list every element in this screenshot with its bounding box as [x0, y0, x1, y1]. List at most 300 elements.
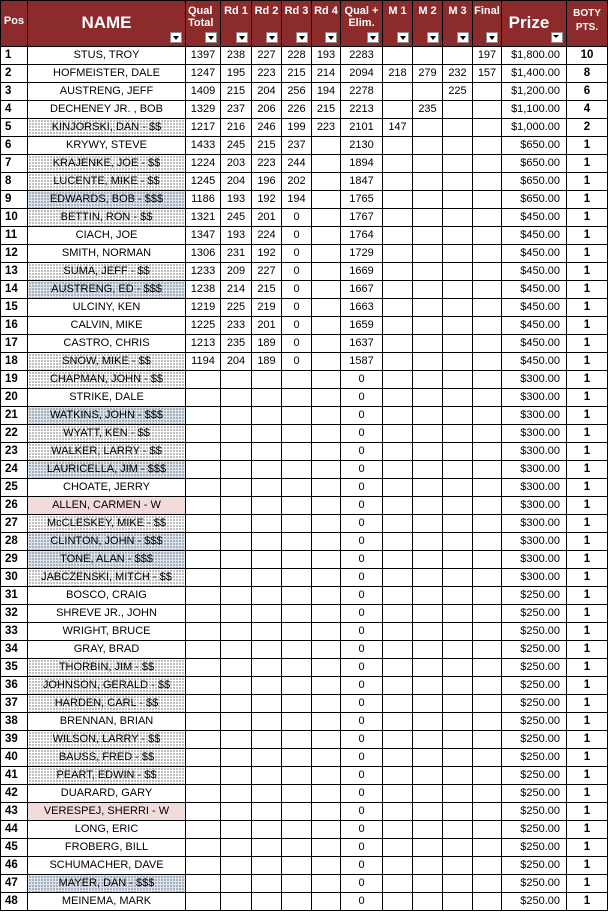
cell-m3[interactable] — [443, 785, 473, 803]
cell-prize[interactable]: $300.00 — [502, 479, 567, 497]
cell-boty-pts[interactable]: 1 — [567, 317, 608, 335]
cell-m2[interactable] — [413, 353, 443, 371]
cell-prize[interactable]: $250.00 — [502, 821, 567, 839]
cell-qual-elim[interactable]: 0 — [341, 713, 383, 731]
cell-m1[interactable] — [383, 515, 413, 533]
cell-rd2[interactable] — [252, 479, 282, 497]
cell-prize[interactable]: $300.00 — [502, 389, 567, 407]
cell-qual-total[interactable]: 1329 — [186, 101, 221, 119]
cell-name[interactable]: WRIGHT, BRUCE — [28, 623, 186, 641]
cell-m1[interactable] — [383, 389, 413, 407]
cell-qual-total[interactable] — [186, 875, 221, 893]
cell-m2[interactable] — [413, 605, 443, 623]
cell-prize[interactable]: $450.00 — [502, 281, 567, 299]
cell-final[interactable] — [473, 461, 502, 479]
cell-name[interactable]: LONG, ERIC — [28, 821, 186, 839]
cell-qual-elim[interactable]: 2213 — [341, 101, 383, 119]
cell-prize[interactable]: $300.00 — [502, 425, 567, 443]
cell-rd4[interactable] — [312, 371, 341, 389]
cell-qual-elim[interactable]: 0 — [341, 389, 383, 407]
cell-m3[interactable] — [443, 587, 473, 605]
filter-dropdown-icon[interactable] — [236, 32, 248, 43]
cell-qual-elim[interactable]: 0 — [341, 551, 383, 569]
cell-boty-pts[interactable]: 1 — [567, 677, 608, 695]
cell-pos[interactable]: 1 — [1, 47, 28, 65]
cell-prize[interactable]: $1,800.00 — [502, 47, 567, 65]
cell-rd3[interactable]: 194 — [282, 191, 312, 209]
cell-rd2[interactable]: 192 — [252, 191, 282, 209]
cell-name[interactable]: PEART, EDWIN - $$ — [28, 767, 186, 785]
cell-prize[interactable]: $300.00 — [502, 461, 567, 479]
cell-prize[interactable]: $250.00 — [502, 767, 567, 785]
cell-pos[interactable]: 26 — [1, 497, 28, 515]
cell-final[interactable] — [473, 371, 502, 389]
cell-rd4[interactable] — [312, 299, 341, 317]
cell-qual-elim[interactable]: 0 — [341, 857, 383, 875]
cell-m2[interactable] — [413, 83, 443, 101]
cell-boty-pts[interactable]: 1 — [567, 461, 608, 479]
cell-final[interactable] — [473, 803, 502, 821]
cell-name[interactable]: VERESPEJ, SHERRI - W — [28, 803, 186, 821]
cell-m2[interactable] — [413, 245, 443, 263]
cell-pos[interactable]: 20 — [1, 389, 28, 407]
cell-qual-total[interactable] — [186, 461, 221, 479]
cell-qual-elim[interactable]: 2278 — [341, 83, 383, 101]
cell-qual-total[interactable]: 1186 — [186, 191, 221, 209]
cell-rd3[interactable] — [282, 839, 312, 857]
cell-rd3[interactable] — [282, 677, 312, 695]
cell-qual-total[interactable]: 1409 — [186, 83, 221, 101]
cell-qual-elim[interactable]: 0 — [341, 587, 383, 605]
cell-rd3[interactable]: 199 — [282, 119, 312, 137]
cell-m2[interactable] — [413, 731, 443, 749]
cell-m2[interactable] — [413, 569, 443, 587]
filter-dropdown-icon[interactable] — [205, 32, 217, 43]
cell-pos[interactable]: 37 — [1, 695, 28, 713]
cell-name[interactable]: SUMA, JEFF - $$ — [28, 263, 186, 281]
cell-m1[interactable] — [383, 569, 413, 587]
cell-rd4[interactable] — [312, 713, 341, 731]
cell-rd3[interactable] — [282, 713, 312, 731]
cell-pos[interactable]: 42 — [1, 785, 28, 803]
cell-boty-pts[interactable]: 1 — [567, 209, 608, 227]
cell-final[interactable] — [473, 281, 502, 299]
cell-pos[interactable]: 33 — [1, 623, 28, 641]
cell-prize[interactable]: $250.00 — [502, 677, 567, 695]
cell-boty-pts[interactable]: 1 — [567, 155, 608, 173]
cell-m2[interactable] — [413, 443, 443, 461]
cell-rd4[interactable] — [312, 659, 341, 677]
cell-qual-total[interactable]: 1321 — [186, 209, 221, 227]
cell-qual-total[interactable] — [186, 443, 221, 461]
cell-name[interactable]: BRENNAN, BRIAN — [28, 713, 186, 731]
cell-m3[interactable] — [443, 803, 473, 821]
cell-prize[interactable]: $450.00 — [502, 335, 567, 353]
cell-pos[interactable]: 17 — [1, 335, 28, 353]
cell-final[interactable] — [473, 173, 502, 191]
cell-final[interactable] — [473, 299, 502, 317]
cell-m2[interactable] — [413, 839, 443, 857]
cell-rd4[interactable] — [312, 839, 341, 857]
cell-m2[interactable] — [413, 281, 443, 299]
cell-m1[interactable] — [383, 227, 413, 245]
cell-rd1[interactable] — [221, 749, 252, 767]
cell-rd1[interactable]: 216 — [221, 119, 252, 137]
cell-rd4[interactable] — [312, 749, 341, 767]
cell-final[interactable] — [473, 515, 502, 533]
cell-final[interactable] — [473, 83, 502, 101]
cell-qual-elim[interactable]: 0 — [341, 875, 383, 893]
cell-rd1[interactable] — [221, 785, 252, 803]
cell-qual-total[interactable]: 1225 — [186, 317, 221, 335]
cell-rd3[interactable] — [282, 749, 312, 767]
cell-boty-pts[interactable]: 10 — [567, 47, 608, 65]
cell-m1[interactable] — [383, 137, 413, 155]
cell-name[interactable]: DUARARD, GARY — [28, 785, 186, 803]
cell-m1[interactable] — [383, 641, 413, 659]
cell-m3[interactable] — [443, 425, 473, 443]
cell-m3[interactable] — [443, 515, 473, 533]
cell-m1[interactable] — [383, 821, 413, 839]
cell-rd3[interactable] — [282, 515, 312, 533]
cell-final[interactable] — [473, 443, 502, 461]
cell-m1[interactable] — [383, 893, 413, 911]
cell-rd1[interactable] — [221, 623, 252, 641]
cell-pos[interactable]: 5 — [1, 119, 28, 137]
cell-m2[interactable] — [413, 335, 443, 353]
cell-pos[interactable]: 22 — [1, 425, 28, 443]
cell-pos[interactable]: 25 — [1, 479, 28, 497]
filter-dropdown-icon[interactable] — [325, 32, 337, 43]
cell-qual-elim[interactable]: 0 — [341, 695, 383, 713]
cell-name[interactable]: WALKER, LARRY - $$ — [28, 443, 186, 461]
cell-rd2[interactable] — [252, 875, 282, 893]
cell-rd1[interactable]: 235 — [221, 335, 252, 353]
cell-m2[interactable] — [413, 425, 443, 443]
cell-qual-total[interactable] — [186, 605, 221, 623]
cell-final[interactable] — [473, 785, 502, 803]
cell-prize[interactable]: $450.00 — [502, 245, 567, 263]
cell-m1[interactable] — [383, 281, 413, 299]
cell-qual-elim[interactable]: 0 — [341, 785, 383, 803]
cell-rd1[interactable] — [221, 461, 252, 479]
cell-pos[interactable]: 47 — [1, 875, 28, 893]
cell-rd1[interactable] — [221, 479, 252, 497]
cell-rd4[interactable] — [312, 173, 341, 191]
cell-rd1[interactable] — [221, 821, 252, 839]
cell-rd2[interactable]: 201 — [252, 317, 282, 335]
cell-name[interactable]: DECHENEY JR. , BOB — [28, 101, 186, 119]
cell-rd3[interactable]: 0 — [282, 209, 312, 227]
cell-boty-pts[interactable]: 1 — [567, 425, 608, 443]
cell-pos[interactable]: 39 — [1, 731, 28, 749]
cell-m3[interactable] — [443, 317, 473, 335]
cell-m1[interactable] — [383, 803, 413, 821]
cell-final[interactable] — [473, 209, 502, 227]
cell-m3[interactable] — [443, 875, 473, 893]
cell-name[interactable]: EDWARDS, BOB - $$$ — [28, 191, 186, 209]
cell-m2[interactable] — [413, 173, 443, 191]
cell-m2[interactable] — [413, 677, 443, 695]
cell-qual-total[interactable] — [186, 551, 221, 569]
cell-qual-elim[interactable]: 0 — [341, 497, 383, 515]
cell-m1[interactable] — [383, 461, 413, 479]
cell-pos[interactable]: 11 — [1, 227, 28, 245]
cell-rd4[interactable] — [312, 785, 341, 803]
cell-pos[interactable]: 9 — [1, 191, 28, 209]
cell-boty-pts[interactable]: 1 — [567, 533, 608, 551]
cell-rd1[interactable]: 237 — [221, 101, 252, 119]
cell-m1[interactable] — [383, 83, 413, 101]
cell-pos[interactable]: 43 — [1, 803, 28, 821]
cell-prize[interactable]: $250.00 — [502, 839, 567, 857]
cell-qual-total[interactable] — [186, 515, 221, 533]
cell-qual-total[interactable] — [186, 479, 221, 497]
cell-name[interactable]: AUSTRENG, JEFF — [28, 83, 186, 101]
cell-rd3[interactable]: 0 — [282, 281, 312, 299]
cell-name[interactable]: McCLESKEY, MIKE - $$ — [28, 515, 186, 533]
cell-name[interactable]: BAUSS, FRED - $$ — [28, 749, 186, 767]
cell-rd4[interactable] — [312, 677, 341, 695]
cell-rd2[interactable]: 215 — [252, 137, 282, 155]
cell-m2[interactable] — [413, 317, 443, 335]
cell-rd1[interactable] — [221, 893, 252, 911]
cell-rd3[interactable]: 0 — [282, 245, 312, 263]
cell-qual-elim[interactable]: 1659 — [341, 317, 383, 335]
cell-prize[interactable]: $250.00 — [502, 623, 567, 641]
cell-rd1[interactable] — [221, 695, 252, 713]
cell-boty-pts[interactable]: 1 — [567, 353, 608, 371]
cell-rd3[interactable]: 0 — [282, 227, 312, 245]
cell-pos[interactable]: 36 — [1, 677, 28, 695]
cell-rd2[interactable] — [252, 533, 282, 551]
cell-name[interactable]: CIACH, JOE — [28, 227, 186, 245]
cell-rd1[interactable]: 195 — [221, 65, 252, 83]
cell-pos[interactable]: 6 — [1, 137, 28, 155]
cell-m1[interactable] — [383, 713, 413, 731]
cell-rd3[interactable] — [282, 695, 312, 713]
cell-qual-elim[interactable]: 0 — [341, 479, 383, 497]
cell-m1[interactable] — [383, 407, 413, 425]
cell-rd1[interactable] — [221, 857, 252, 875]
cell-name[interactable]: CLINTON, JOHN - $$$ — [28, 533, 186, 551]
cell-m1[interactable] — [383, 839, 413, 857]
cell-rd2[interactable]: 246 — [252, 119, 282, 137]
cell-qual-elim[interactable]: 1587 — [341, 353, 383, 371]
cell-pos[interactable]: 18 — [1, 353, 28, 371]
cell-prize[interactable]: $300.00 — [502, 551, 567, 569]
cell-m2[interactable] — [413, 389, 443, 407]
cell-rd2[interactable] — [252, 587, 282, 605]
cell-rd3[interactable] — [282, 551, 312, 569]
cell-prize[interactable]: $1,000.00 — [502, 119, 567, 137]
cell-pos[interactable]: 7 — [1, 155, 28, 173]
cell-rd1[interactable]: 193 — [221, 227, 252, 245]
cell-m1[interactable] — [383, 263, 413, 281]
cell-qual-total[interactable] — [186, 785, 221, 803]
cell-m3[interactable] — [443, 371, 473, 389]
cell-rd1[interactable] — [221, 497, 252, 515]
cell-m1[interactable] — [383, 191, 413, 209]
cell-rd3[interactable] — [282, 731, 312, 749]
cell-rd2[interactable] — [252, 749, 282, 767]
cell-rd3[interactable] — [282, 785, 312, 803]
cell-m3[interactable] — [443, 191, 473, 209]
cell-boty-pts[interactable]: 1 — [567, 551, 608, 569]
cell-final[interactable] — [473, 605, 502, 623]
cell-rd2[interactable] — [252, 623, 282, 641]
cell-boty-pts[interactable]: 2 — [567, 119, 608, 137]
cell-m3[interactable] — [443, 659, 473, 677]
cell-rd1[interactable] — [221, 425, 252, 443]
cell-rd3[interactable]: 0 — [282, 317, 312, 335]
cell-rd2[interactable] — [252, 893, 282, 911]
cell-pos[interactable]: 35 — [1, 659, 28, 677]
cell-pos[interactable]: 3 — [1, 83, 28, 101]
cell-qual-total[interactable] — [186, 695, 221, 713]
cell-rd2[interactable]: 192 — [252, 245, 282, 263]
cell-rd3[interactable] — [282, 389, 312, 407]
cell-rd4[interactable]: 215 — [312, 101, 341, 119]
cell-qual-total[interactable]: 1219 — [186, 299, 221, 317]
cell-qual-total[interactable]: 1217 — [186, 119, 221, 137]
cell-prize[interactable]: $450.00 — [502, 299, 567, 317]
cell-m3[interactable] — [443, 821, 473, 839]
cell-qual-total[interactable]: 1397 — [186, 47, 221, 65]
cell-rd2[interactable] — [252, 641, 282, 659]
cell-prize[interactable]: $250.00 — [502, 803, 567, 821]
cell-rd3[interactable] — [282, 587, 312, 605]
cell-rd2[interactable] — [252, 461, 282, 479]
cell-rd3[interactable]: 226 — [282, 101, 312, 119]
cell-name[interactable]: LUCENTE, MIKE - $$ — [28, 173, 186, 191]
cell-prize[interactable]: $450.00 — [502, 353, 567, 371]
filter-dropdown-icon[interactable] — [296, 32, 308, 43]
cell-name[interactable]: ULCINY, KEN — [28, 299, 186, 317]
cell-m3[interactable]: 225 — [443, 83, 473, 101]
cell-prize[interactable]: $300.00 — [502, 533, 567, 551]
cell-m2[interactable] — [413, 299, 443, 317]
cell-rd3[interactable]: 244 — [282, 155, 312, 173]
cell-m1[interactable] — [383, 443, 413, 461]
cell-boty-pts[interactable]: 1 — [567, 227, 608, 245]
cell-m2[interactable] — [413, 119, 443, 137]
cell-rd4[interactable] — [312, 461, 341, 479]
cell-final[interactable] — [473, 119, 502, 137]
cell-prize[interactable]: $450.00 — [502, 263, 567, 281]
cell-qual-elim[interactable]: 0 — [341, 677, 383, 695]
cell-rd2[interactable] — [252, 407, 282, 425]
cell-rd2[interactable]: 224 — [252, 227, 282, 245]
sort-descending-icon[interactable] — [551, 32, 563, 43]
cell-m3[interactable] — [443, 623, 473, 641]
cell-final[interactable] — [473, 857, 502, 875]
cell-final[interactable] — [473, 821, 502, 839]
cell-rd2[interactable]: 223 — [252, 155, 282, 173]
cell-rd4[interactable] — [312, 605, 341, 623]
cell-final[interactable] — [473, 191, 502, 209]
cell-prize[interactable]: $650.00 — [502, 191, 567, 209]
cell-rd1[interactable]: 231 — [221, 245, 252, 263]
cell-m3[interactable] — [443, 461, 473, 479]
cell-name[interactable]: ALLEN, CARMEN - W — [28, 497, 186, 515]
cell-final[interactable] — [473, 677, 502, 695]
cell-rd4[interactable] — [312, 155, 341, 173]
cell-m3[interactable] — [443, 119, 473, 137]
cell-prize[interactable]: $450.00 — [502, 317, 567, 335]
cell-m3[interactable] — [443, 731, 473, 749]
cell-m2[interactable] — [413, 821, 443, 839]
cell-m2[interactable] — [413, 641, 443, 659]
cell-qual-total[interactable] — [186, 641, 221, 659]
cell-name[interactable]: WYATT, KEN - $$ — [28, 425, 186, 443]
cell-name[interactable]: STRIKE, DALE — [28, 389, 186, 407]
cell-boty-pts[interactable]: 1 — [567, 299, 608, 317]
cell-rd2[interactable]: 189 — [252, 353, 282, 371]
cell-qual-total[interactable] — [186, 533, 221, 551]
cell-qual-total[interactable] — [186, 749, 221, 767]
cell-boty-pts[interactable]: 6 — [567, 83, 608, 101]
cell-rd4[interactable] — [312, 695, 341, 713]
cell-m3[interactable] — [443, 263, 473, 281]
cell-m3[interactable] — [443, 641, 473, 659]
cell-boty-pts[interactable]: 1 — [567, 137, 608, 155]
cell-rd3[interactable] — [282, 641, 312, 659]
cell-m3[interactable] — [443, 695, 473, 713]
filter-dropdown-icon[interactable] — [266, 32, 278, 43]
cell-m2[interactable]: 235 — [413, 101, 443, 119]
cell-final[interactable] — [473, 659, 502, 677]
cell-m2[interactable] — [413, 47, 443, 65]
cell-qual-total[interactable] — [186, 407, 221, 425]
cell-final[interactable] — [473, 551, 502, 569]
cell-prize[interactable]: $650.00 — [502, 137, 567, 155]
cell-rd4[interactable] — [312, 335, 341, 353]
cell-rd4[interactable] — [312, 893, 341, 911]
cell-final[interactable] — [473, 335, 502, 353]
cell-m1[interactable] — [383, 875, 413, 893]
cell-boty-pts[interactable]: 1 — [567, 605, 608, 623]
cell-rd3[interactable] — [282, 875, 312, 893]
cell-rd2[interactable]: 227 — [252, 47, 282, 65]
cell-qual-elim[interactable]: 1767 — [341, 209, 383, 227]
cell-rd2[interactable]: 219 — [252, 299, 282, 317]
cell-rd4[interactable] — [312, 425, 341, 443]
cell-rd4[interactable]: 223 — [312, 119, 341, 137]
cell-m2[interactable] — [413, 551, 443, 569]
cell-rd1[interactable]: 245 — [221, 137, 252, 155]
cell-qual-total[interactable] — [186, 569, 221, 587]
cell-name[interactable]: GRAY, BRAD — [28, 641, 186, 659]
cell-m3[interactable] — [443, 749, 473, 767]
cell-prize[interactable]: $1,100.00 — [502, 101, 567, 119]
cell-name[interactable]: KINJORSKI, DAN - $$ — [28, 119, 186, 137]
cell-final[interactable] — [473, 137, 502, 155]
cell-prize[interactable]: $250.00 — [502, 785, 567, 803]
cell-qual-total[interactable] — [186, 587, 221, 605]
cell-m3[interactable] — [443, 155, 473, 173]
filter-dropdown-icon[interactable] — [170, 32, 182, 43]
cell-qual-total[interactable]: 1224 — [186, 155, 221, 173]
cell-qual-total[interactable] — [186, 497, 221, 515]
cell-qual-elim[interactable]: 0 — [341, 533, 383, 551]
cell-qual-total[interactable]: 1347 — [186, 227, 221, 245]
cell-m2[interactable] — [413, 893, 443, 911]
cell-name[interactable]: AUSTRENG, ED - $$$ — [28, 281, 186, 299]
cell-rd2[interactable] — [252, 443, 282, 461]
cell-boty-pts[interactable]: 1 — [567, 443, 608, 461]
cell-rd1[interactable]: 238 — [221, 47, 252, 65]
